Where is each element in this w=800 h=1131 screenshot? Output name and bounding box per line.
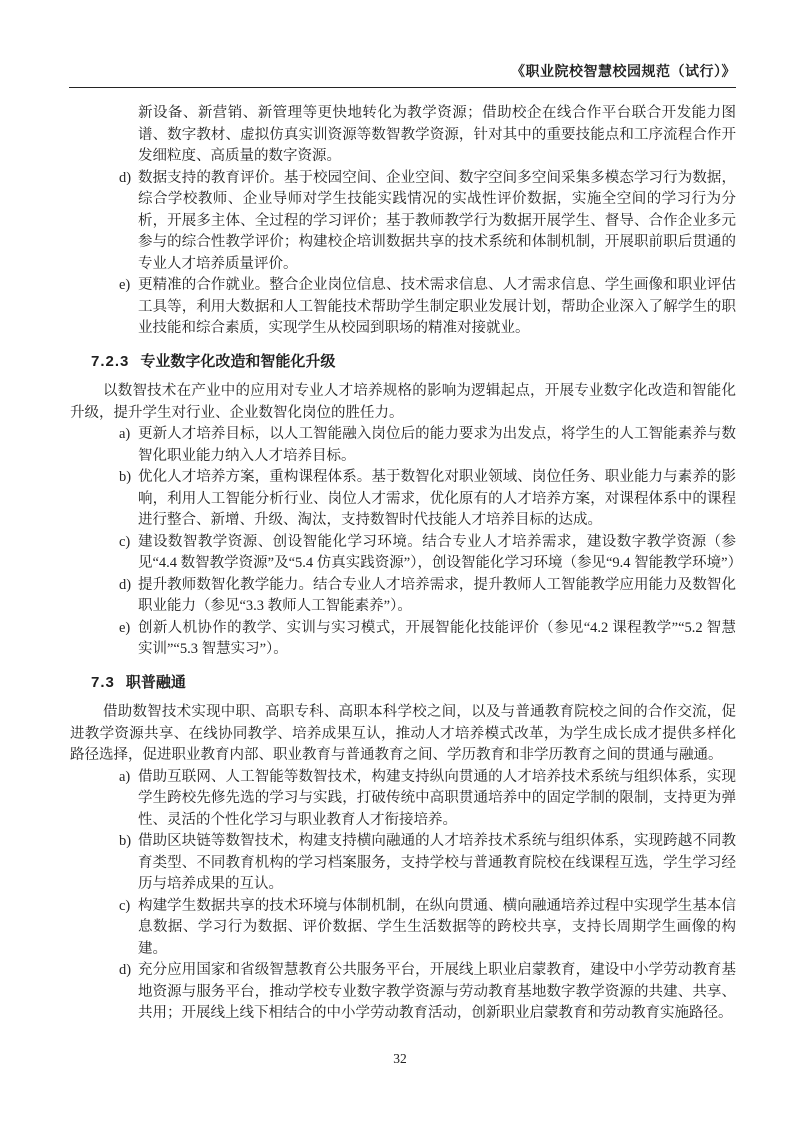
list-item — [70, 532, 743, 575]
list-marker: c) — [119, 533, 131, 550]
list-item — [70, 575, 736, 618]
list-marker: c) — [119, 897, 131, 914]
heading-title: 职普融通 — [125, 673, 186, 691]
list-item — [70, 424, 736, 467]
heading-number: 7.3 — [91, 673, 115, 691]
list-item — [70, 767, 736, 832]
header-divider — [69, 87, 736, 88]
list-marker: e) — [119, 619, 131, 636]
section-heading-7-2-3 — [70, 351, 736, 373]
page-header — [69, 0, 736, 88]
list-item-text: 创新人机协作的教学、实训与实习模式，开展智能化技能评价（参见“4.2 课程教学”“5.2 智慧实训”“5.3 智慧实习”）。 — [138, 619, 736, 657]
section-heading-7-3 — [70, 672, 736, 694]
list-marker: b) — [119, 469, 132, 485]
list-marker: a) — [119, 426, 131, 442]
list-marker: b) — [119, 833, 132, 849]
list-item-text: 优化人才培养方案，重构课程体系。基于数智化对职业领域、岗位任务、职业能力与素养的影响，利用人工智能分析行业、岗位人才需求，优化原有的人才培养方案，对课程体系中的课程进行整合、新增、升级、淘汰，支持数智时代技能人才培养目标的达成。 — [138, 469, 736, 528]
list-item-text: 借助区块链等数智技术，构建支持横向融通的人才培养技术系统与组织体系，实现跨越不同教育类型、不同教育机构的学习档案服务，支持学校与普通教育院校在线课程互选，学生学习经历与培养成果的互认。 — [138, 833, 736, 892]
header-title: 《职业院校智慧校园规范（试行）》 — [511, 65, 736, 80]
page-footer — [0, 1051, 800, 1067]
list-marker: e) — [119, 277, 131, 293]
list-item-text: 更精准的合作就业。整合企业岗位信息、技术需求信息、人才需求信息、学生画像和职业评估工具等，利用大数据和人工智能技术帮助学生制定职业发展计划，帮助企业深入了解学生的职业技能和综合素质，实现学生从校园到职场的精准对接就业。 — [138, 277, 736, 336]
list-item-text: 数据支持的教育评价。基于校园空间、企业空间、数字空间多空间采集多模态学习行为数据，综合学校教师、企业导师对学生技能实践情况的实战性评价数据，实施全空间的学习行为分析，开展多主体、全过程的学习评价；基于教师教学行为数据开展学生、督导、合作企业多元参与的综合性教学评价；构建校企培训数据共享的技术系统和体制机制，开展职前职后贯通的专业人才培养质量评价。 — [138, 169, 736, 272]
list-item-text: 建设数智教学资源、创设智能化学习环境。结合专业人才培养需求，建设数字教学资源（参见“4.4 数智教学资源”及“5.4 仿真实践资源”），创设智能化学习环境（参见“9.4 智能教学环境”） — [138, 533, 743, 571]
page-number: 32 — [393, 1051, 407, 1066]
list-item — [70, 831, 736, 896]
list-item-text: 构建学生数据共享的技术环境与体制机制，在纵向贯通、横向融通培养过程中实现学生基本信息数据、学习行为数据、评价数据、学生生活数据等的跨校共享，支持长周期学生画像的构建。 — [138, 897, 736, 957]
list-item — [70, 168, 736, 276]
list-item-continuation: 新设备、新营销、新管理等更快地转化为教学资源；借助校企在线合作平台联合开发能力图谱、数字教材、虚拟仿真实训资源等数智教学资源，针对其中的重要技能点和工序流程合作开发细粒度、高质量的数字资源。 — [138, 105, 736, 164]
list-item-text: 提升教师数智化教学能力。结合专业人才培养需求，提升教师人工智能教学应用能力及数智化职业能力（参见“3.3 教师人工智能素养”）。 — [138, 576, 736, 614]
list-marker: d) — [119, 576, 132, 593]
list-marker: a) — [119, 768, 131, 785]
list-item — [70, 467, 736, 532]
list-item-text: 充分应用国家和省级智慧教育公共服务平台，开展线上职业启蒙教育，建设中小学劳动教育基地资源与服务平台，推动学校专业数字教学资源与劳动教育基地数字教学资源的共建、共享、共用；开展线上线下相结合的中小学劳动教育活动，创新职业启蒙教育和劳动教育实施路径。 — [138, 962, 736, 1021]
list-marker: d) — [119, 962, 132, 978]
heading-title: 专业数字化改造和智能化升级 — [140, 352, 336, 370]
paragraph: 以数智技术在产业中的应用对专业人才培养规格的影响为逻辑起点，开展专业数字化改造和智能化升级，提升学生对行业、企业数智化岗位的胜任力。 — [70, 383, 736, 421]
list-marker: d) — [119, 169, 132, 186]
list-item — [70, 896, 736, 961]
list-item — [70, 960, 736, 1025]
heading-number: 7.2.3 — [91, 352, 130, 370]
paragraph: 借助数智技术实现中职、高职专科、高职本科学校之间，以及与普通教育院校之间的合作交流，促进教学资源共享、在线协同教学、培养成果互认，推动人才培养模式改革，为学生成长成才提供多样化路径选择，促进职业教育内部、职业教育与普通教育之间、学历教育和非学历教育之间的贯通与融通。 — [70, 704, 736, 763]
list-item-text: 更新人才培养目标，以人工智能融入岗位后的能力要求为出发点，将学生的人工智能素养与数智化职业能力纳入人才培养目标。 — [138, 426, 736, 464]
list-item — [70, 618, 736, 661]
list-item — [70, 275, 736, 340]
list-item-text: 借助互联网、人工智能等数智技术，构建支持纵向贯通的人才培养技术系统与组织体系，实现学生跨校先修先选的学习与实践，打破传统中高职贯通培养中的固定学制的限制，支持更为弹性、灵活的个性化学习与职业教育人才衔接培养。 — [138, 768, 736, 828]
document-body — [70, 103, 743, 1025]
